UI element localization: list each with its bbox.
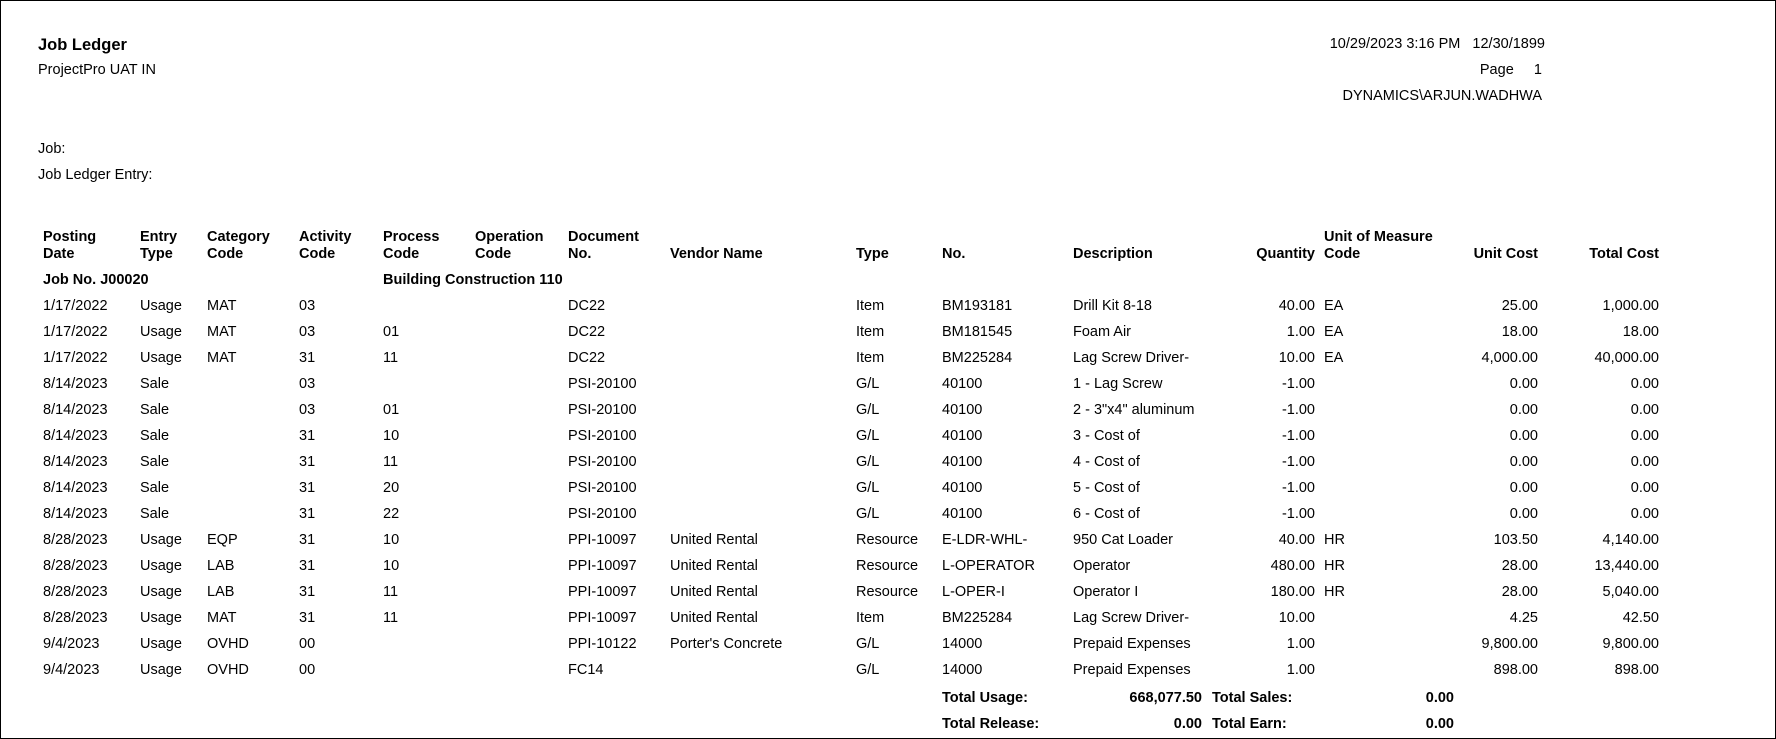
cell-qty: 1.00 <box>1286 662 1315 678</box>
cell-doc: PSI-20100 <box>568 480 637 496</box>
cell-total: 0.00 <box>1630 376 1659 392</box>
cell-proc: 22 <box>383 506 400 522</box>
cell-vendor: United Rental <box>670 532 758 548</box>
cell-entry: Usage <box>140 636 182 652</box>
group-job-name: Building Construction 110 <box>383 272 563 288</box>
cell-total: 1,000.00 <box>1602 298 1659 314</box>
cell-type: Resource <box>856 532 919 548</box>
cell-unit: 0.00 <box>1509 506 1538 522</box>
table-row <box>1 350 1701 376</box>
cell-desc: Lag Screw Driver- <box>1073 350 1190 366</box>
cell-desc: Operator I <box>1073 584 1139 600</box>
cell-type: G/L <box>856 376 880 392</box>
cell-no: E-LDR-WHL- <box>942 532 1028 548</box>
cell-qty: -1.00 <box>1281 506 1315 522</box>
cell-date: 8/28/2023 <box>43 558 108 574</box>
cell-no: L-OPER-I <box>942 584 1005 600</box>
table-row <box>1 558 1701 584</box>
cell-proc: 01 <box>383 402 400 418</box>
page-indicator <box>1480 62 1542 78</box>
table-row <box>1 402 1701 428</box>
cell-date: 8/14/2023 <box>43 454 108 470</box>
table-row <box>1 454 1701 480</box>
cell-entry: Usage <box>140 662 182 678</box>
cell-qty: 10.00 <box>1278 610 1315 626</box>
cell-type: G/L <box>856 506 880 522</box>
cell-total: 18.00 <box>1622 324 1659 340</box>
cell-type: Item <box>856 610 885 626</box>
cell-doc: DC22 <box>568 298 606 314</box>
cell-unit: 103.50 <box>1493 532 1538 548</box>
cell-unit: 28.00 <box>1501 584 1538 600</box>
total-release-label: Total Release: <box>942 716 1040 732</box>
table-row <box>1 610 1701 636</box>
cell-entry: Sale <box>140 480 170 496</box>
cell-act: 31 <box>299 506 316 522</box>
cell-desc: 3 - Cost of <box>1073 428 1140 444</box>
table-row <box>1 480 1701 506</box>
cell-desc: Prepaid Expenses <box>1073 662 1191 678</box>
cell-cat: MAT <box>207 610 237 626</box>
cell-date: 8/14/2023 <box>43 376 108 392</box>
cell-qty: -1.00 <box>1281 480 1315 496</box>
cell-cat: EQP <box>207 532 238 548</box>
cell-qty: 480.00 <box>1270 558 1315 574</box>
cell-total: 0.00 <box>1630 506 1659 522</box>
page-label: Page <box>1479 62 1514 78</box>
table-row <box>1 506 1701 532</box>
cell-unit: 4,000.00 <box>1481 350 1538 366</box>
col-unit-cost: Unit Cost <box>1473 246 1538 262</box>
cell-doc: FC14 <box>568 662 604 678</box>
cell-unit: 0.00 <box>1509 376 1538 392</box>
col-entry-type: Entry Type <box>140 229 178 262</box>
cell-cat: OVHD <box>207 662 249 678</box>
cell-date: 8/14/2023 <box>43 506 108 522</box>
col-document-no: Document No. <box>568 229 639 262</box>
cell-act: 31 <box>299 350 316 366</box>
cell-entry: Usage <box>140 558 182 574</box>
cell-desc: Lag Screw Driver- <box>1073 610 1190 626</box>
cell-desc: 950 Cat Loader <box>1073 532 1173 548</box>
cell-total: 9,800.00 <box>1602 636 1659 652</box>
cell-entry: Sale <box>140 454 170 470</box>
report-title: Job Ledger <box>38 36 127 54</box>
cell-date: 8/14/2023 <box>43 480 108 496</box>
cell-act: 00 <box>299 662 316 678</box>
cell-entry: Usage <box>140 610 182 626</box>
cell-total: 0.00 <box>1630 402 1659 418</box>
cell-doc: DC22 <box>568 350 606 366</box>
cell-uom: EA <box>1324 350 1344 366</box>
table-row <box>1 662 1701 688</box>
col-vendor-name: Vendor Name <box>670 246 763 262</box>
cell-act: 03 <box>299 376 316 392</box>
cell-uom: HR <box>1324 558 1345 574</box>
cell-act: 00 <box>299 636 316 652</box>
cell-desc: Drill Kit 8-18 <box>1073 298 1152 314</box>
cell-no: BM193181 <box>942 298 1013 314</box>
cell-type: G/L <box>856 662 880 678</box>
company-name: ProjectPro UAT IN <box>38 62 156 78</box>
cell-doc: PPI-10097 <box>568 610 637 626</box>
cell-unit: 0.00 <box>1509 402 1538 418</box>
cell-total: 42.50 <box>1622 610 1659 626</box>
cell-proc: 20 <box>383 480 400 496</box>
total-usage-value: 668,077.50 <box>1129 690 1202 706</box>
cell-type: G/L <box>856 428 880 444</box>
cell-cat: MAT <box>207 350 237 366</box>
cell-unit: 25.00 <box>1501 298 1538 314</box>
total-sales-value: 0.00 <box>1425 690 1454 706</box>
cell-proc: 11 <box>383 454 399 470</box>
cell-entry: Sale <box>140 506 170 522</box>
cell-doc: PPI-10097 <box>568 532 637 548</box>
cell-total: 13,440.00 <box>1594 558 1659 574</box>
cell-date: 9/4/2023 <box>43 636 100 652</box>
cell-date: 1/17/2022 <box>43 350 108 366</box>
cell-no: 40100 <box>942 402 983 418</box>
col-posting-date: Posting Date <box>43 229 97 262</box>
table-row <box>1 376 1701 402</box>
cell-no: 40100 <box>942 376 983 392</box>
cell-date: 1/17/2022 <box>43 324 108 340</box>
cell-no: 14000 <box>942 636 983 652</box>
cell-unit: 18.00 <box>1501 324 1538 340</box>
cell-desc: 6 - Cost of <box>1073 506 1140 522</box>
cell-doc: PPI-10122 <box>568 636 637 652</box>
col-unit-of-measure-code: Unit of Measure Code <box>1324 229 1433 262</box>
table-row <box>1 532 1701 558</box>
cell-act: 03 <box>299 324 316 340</box>
cell-doc: DC22 <box>568 324 606 340</box>
cell-proc: 11 <box>383 610 399 626</box>
cell-total: 40,000.00 <box>1594 350 1659 366</box>
cell-type: G/L <box>856 454 880 470</box>
cell-proc: 10 <box>383 558 400 574</box>
cell-type: Item <box>856 324 885 340</box>
cell-qty: 180.00 <box>1270 584 1315 600</box>
cell-act: 31 <box>299 454 316 470</box>
cell-type: Resource <box>856 584 919 600</box>
cell-unit: 0.00 <box>1509 428 1538 444</box>
cell-qty: 1.00 <box>1286 324 1315 340</box>
cell-doc: PPI-10097 <box>568 584 637 600</box>
cell-date: 8/28/2023 <box>43 610 108 626</box>
cell-type: Resource <box>856 558 919 574</box>
cell-qty: -1.00 <box>1281 428 1315 444</box>
cell-act: 31 <box>299 428 316 444</box>
table-row <box>1 636 1701 662</box>
cell-date: 8/28/2023 <box>43 584 108 600</box>
cell-entry: Sale <box>140 402 170 418</box>
cell-entry: Usage <box>140 532 182 548</box>
cell-cat: OVHD <box>207 636 249 652</box>
cell-qty: -1.00 <box>1281 402 1315 418</box>
cell-cat: LAB <box>207 558 235 574</box>
cell-unit: 898.00 <box>1493 662 1538 678</box>
cell-no: 40100 <box>942 454 983 470</box>
cell-total: 898.00 <box>1614 662 1659 678</box>
job-ledger-entry-filter-label: Job Ledger Entry: <box>38 167 153 183</box>
total-earn-label: Total Earn: <box>1212 716 1287 732</box>
col-quantity: Quantity <box>1256 246 1315 262</box>
cell-unit: 9,800.00 <box>1481 636 1538 652</box>
cell-qty: -1.00 <box>1281 454 1315 470</box>
cell-uom: EA <box>1324 324 1344 340</box>
cell-doc: PPI-10097 <box>568 558 637 574</box>
cell-desc: Foam Air <box>1073 324 1132 340</box>
cell-no: 40100 <box>942 480 983 496</box>
cell-proc: 11 <box>383 350 399 366</box>
cell-entry: Sale <box>140 428 170 444</box>
cell-cat: MAT <box>207 298 237 314</box>
col-type: Type <box>856 246 889 262</box>
cell-date: 8/28/2023 <box>43 532 108 548</box>
cell-uom: EA <box>1324 298 1344 314</box>
cell-total: 0.00 <box>1630 454 1659 470</box>
col-description: Description <box>1073 246 1153 262</box>
cell-act: 03 <box>299 298 316 314</box>
cell-total: 0.00 <box>1630 480 1659 496</box>
run-datetime: 10/29/2023 3:16 PM <box>1329 36 1461 52</box>
cell-vendor: United Rental <box>670 584 758 600</box>
cell-type: Item <box>856 298 885 314</box>
cell-cat: LAB <box>207 584 235 600</box>
cell-act: 31 <box>299 558 316 574</box>
cell-date: 8/14/2023 <box>43 428 108 444</box>
table-row <box>1 584 1701 610</box>
cell-date: 1/17/2022 <box>43 298 108 314</box>
cell-vendor: United Rental <box>670 558 758 574</box>
cell-desc: Operator <box>1073 558 1131 574</box>
cell-unit: 28.00 <box>1501 558 1538 574</box>
total-release-value: 0.00 <box>1173 716 1202 732</box>
cell-entry: Usage <box>140 350 182 366</box>
cell-desc: 4 - Cost of <box>1073 454 1140 470</box>
cell-vendor: United Rental <box>670 610 758 626</box>
cell-doc: PSI-20100 <box>568 402 637 418</box>
group-job-no: Job No. J00020 <box>43 272 149 288</box>
cell-date: 8/14/2023 <box>43 402 108 418</box>
cell-proc: 10 <box>383 428 400 444</box>
cell-uom: HR <box>1324 532 1345 548</box>
cell-proc: 11 <box>383 584 399 600</box>
report-user: DYNAMICS\ARJUN.WADHWA <box>1342 88 1542 104</box>
cell-total: 0.00 <box>1630 428 1659 444</box>
col-activity-code: Activity Code <box>299 229 352 262</box>
col-process-code: Process Code <box>383 229 440 262</box>
page-number: 1 <box>1533 62 1542 78</box>
cell-entry: Usage <box>140 298 182 314</box>
cell-no: L-OPERATOR <box>942 558 1035 574</box>
cell-doc: PSI-20100 <box>568 454 637 470</box>
cell-doc: PSI-20100 <box>568 506 637 522</box>
cell-cat: MAT <box>207 324 237 340</box>
col-operation-code: Operation Code <box>475 229 544 262</box>
cell-qty: -1.00 <box>1281 376 1315 392</box>
cell-desc: 1 - Lag Screw <box>1073 376 1163 392</box>
cell-act: 31 <box>299 584 316 600</box>
cell-entry: Usage <box>140 584 182 600</box>
col-no: No. <box>942 246 966 262</box>
table-row <box>1 298 1701 324</box>
report-date2: 12/30/1899 <box>1472 36 1545 52</box>
cell-total: 5,040.00 <box>1602 584 1659 600</box>
cell-qty: 40.00 <box>1278 298 1315 314</box>
cell-entry: Usage <box>140 324 182 340</box>
cell-date: 9/4/2023 <box>43 662 100 678</box>
cell-unit: 4.25 <box>1509 610 1538 626</box>
total-earn-value: 0.00 <box>1425 716 1454 732</box>
cell-no: BM225284 <box>942 350 1013 366</box>
cell-desc: Prepaid Expenses <box>1073 636 1191 652</box>
col-total-cost: Total Cost <box>1589 246 1659 262</box>
cell-act: 03 <box>299 402 316 418</box>
cell-act: 31 <box>299 610 316 626</box>
cell-qty: 40.00 <box>1278 532 1315 548</box>
cell-no: 14000 <box>942 662 983 678</box>
cell-total: 4,140.00 <box>1602 532 1659 548</box>
cell-doc: PSI-20100 <box>568 376 637 392</box>
cell-proc: 10 <box>383 532 400 548</box>
cell-doc: PSI-20100 <box>568 428 637 444</box>
table-row <box>1 324 1701 350</box>
col-category-code: Category Code <box>207 229 270 262</box>
job-filter-label: Job: <box>38 141 66 157</box>
cell-no: 40100 <box>942 506 983 522</box>
cell-act: 31 <box>299 532 316 548</box>
cell-no: 40100 <box>942 428 983 444</box>
cell-desc: 2 - 3"x4" aluminum <box>1073 402 1195 418</box>
cell-type: G/L <box>856 636 880 652</box>
cell-type: G/L <box>856 402 880 418</box>
report-datetime <box>1330 36 1545 52</box>
total-usage-label: Total Usage: <box>942 690 1028 706</box>
cell-desc: 5 - Cost of <box>1073 480 1140 496</box>
cell-qty: 1.00 <box>1286 636 1315 652</box>
cell-no: BM181545 <box>942 324 1013 340</box>
cell-qty: 10.00 <box>1278 350 1315 366</box>
cell-proc: 01 <box>383 324 400 340</box>
cell-vendor: Porter's Concrete <box>670 636 783 652</box>
cell-no: BM225284 <box>942 610 1013 626</box>
cell-entry: Sale <box>140 376 170 392</box>
cell-uom: HR <box>1324 584 1345 600</box>
cell-act: 31 <box>299 480 316 496</box>
cell-type: Item <box>856 350 885 366</box>
cell-unit: 0.00 <box>1509 454 1538 470</box>
cell-type: G/L <box>856 480 880 496</box>
cell-unit: 0.00 <box>1509 480 1538 496</box>
table-row <box>1 428 1701 454</box>
total-sales-label: Total Sales: <box>1212 690 1293 706</box>
